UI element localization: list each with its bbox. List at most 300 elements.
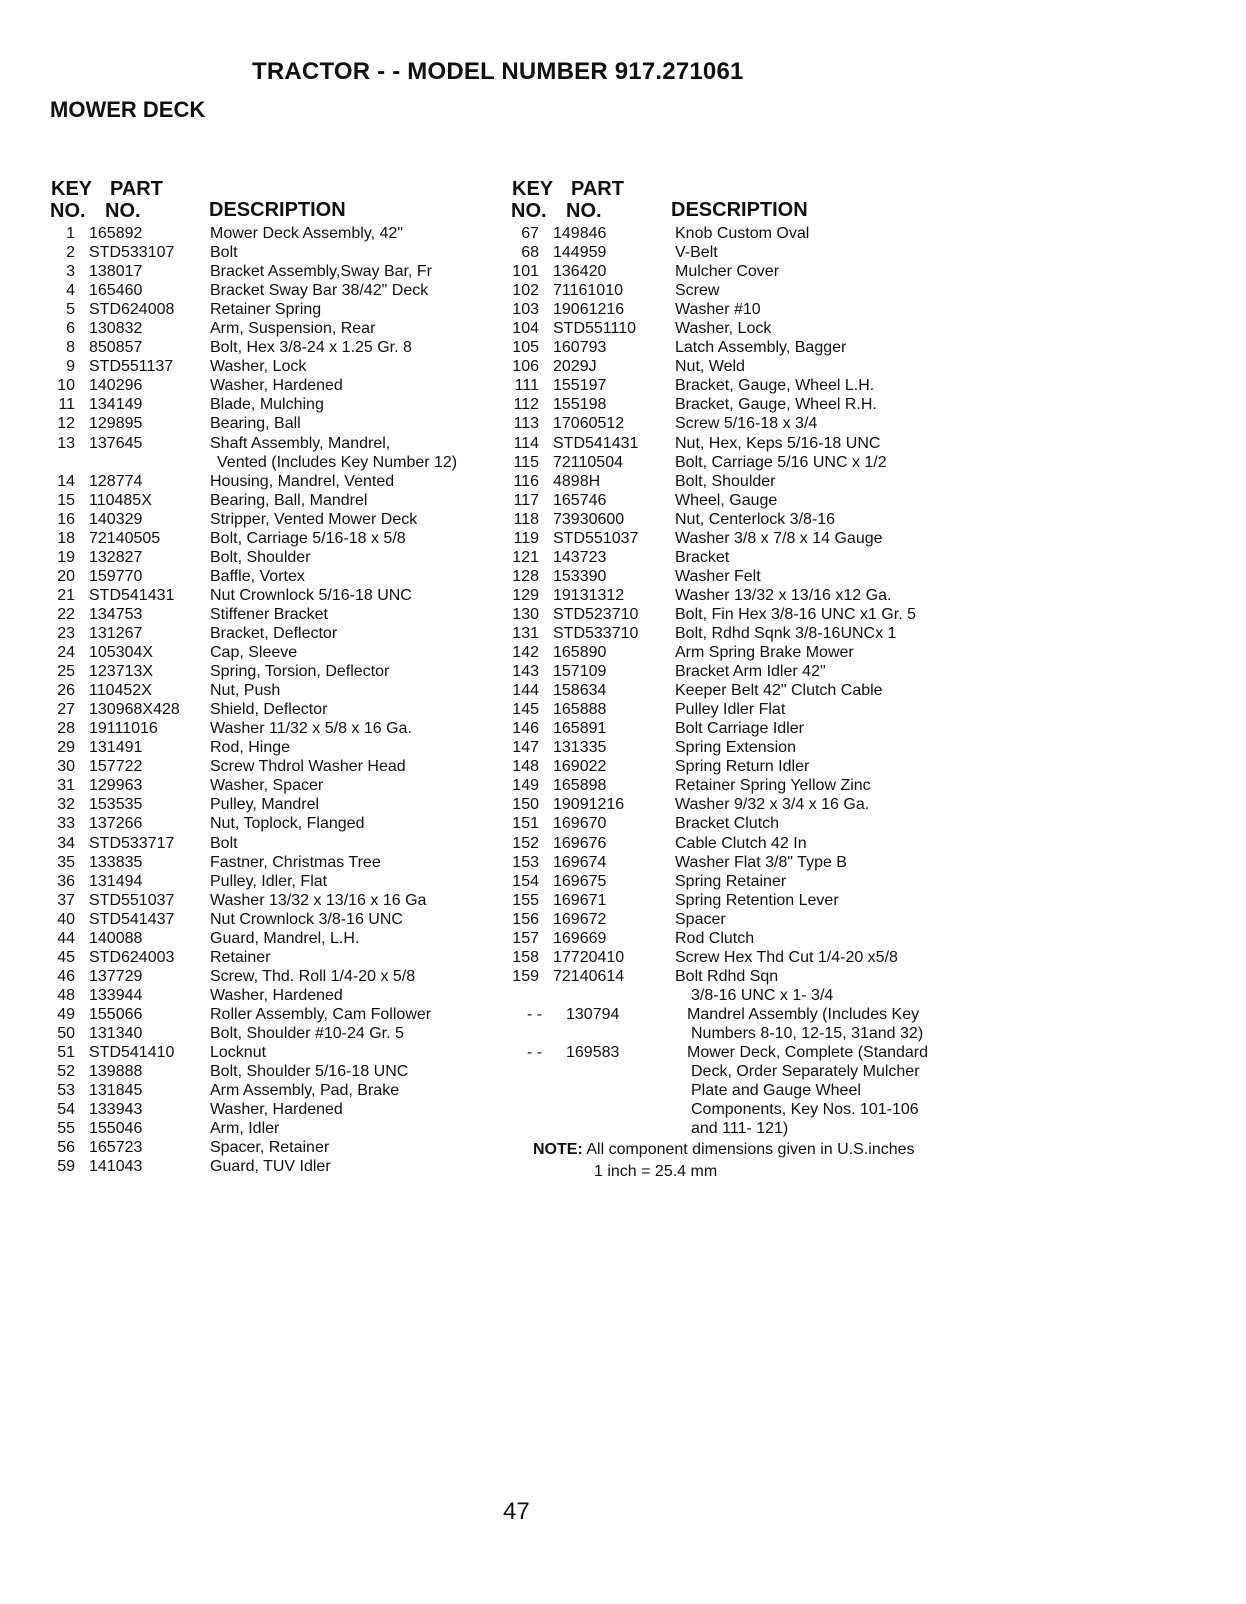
part-number: 850857 — [89, 339, 143, 357]
key-number: 150 — [512, 796, 539, 814]
part-number: 165898 — [553, 777, 607, 795]
table-row — [50, 605, 500, 624]
key-number: 68 — [521, 244, 539, 262]
key-number: 16 — [57, 510, 75, 528]
part-description: Shield, Deflector — [210, 701, 328, 719]
key-number: 158 — [512, 948, 539, 966]
key-number: 26 — [57, 682, 75, 700]
table-row — [50, 948, 500, 967]
part-description: Locknut — [210, 1044, 267, 1062]
part-number: 153390 — [553, 567, 607, 585]
part-number: STD551137 — [89, 358, 174, 376]
part-number: 143723 — [553, 548, 607, 566]
part-description: Vented (Includes Key Number 12) — [217, 453, 458, 471]
table-row — [50, 795, 500, 814]
part-description: Cable Clutch 42 In — [675, 834, 807, 852]
table-row — [50, 1119, 500, 1138]
part-number: 165460 — [89, 282, 143, 300]
part-description: Wheel, Gauge — [675, 491, 778, 509]
part-number: 169674 — [553, 853, 607, 871]
part-description: Bolt, Hex 3/8-24 x 1.25 Gr. 8 — [210, 339, 412, 357]
part-number: 169669 — [553, 929, 607, 947]
part-description: Screw — [675, 282, 720, 300]
key-number: 15 — [57, 491, 75, 509]
part-number: 133943 — [89, 1101, 143, 1119]
table-row-continuation — [511, 1062, 951, 1081]
key-number: 18 — [57, 529, 75, 547]
part-number: STD624008 — [89, 301, 175, 319]
key-number: 56 — [57, 1139, 75, 1157]
part-number: 72140505 — [89, 529, 161, 547]
key-number: 114 — [513, 434, 539, 452]
part-description: Bolt — [210, 834, 238, 852]
key-number: 21 — [57, 586, 75, 604]
table-row — [511, 681, 951, 700]
table-row — [50, 986, 500, 1005]
table-row-continuation — [511, 1081, 951, 1100]
part-description: Washer, Lock — [675, 320, 772, 338]
part-description: Spacer — [675, 910, 726, 928]
part-description: Nut, Push — [210, 682, 281, 700]
table-row — [50, 548, 500, 567]
key-number: 1 — [66, 225, 75, 242]
part-description: Bolt — [210, 244, 238, 262]
table-row — [50, 776, 500, 795]
table-row — [511, 929, 951, 948]
key-number: 155 — [512, 891, 539, 909]
table-row — [50, 719, 500, 738]
part-description: Roller Assembly, Cam Follower — [210, 1005, 432, 1023]
part-number: 155198 — [553, 396, 607, 414]
part-description: Nut, Weld — [675, 358, 745, 376]
part-number: 129963 — [89, 777, 143, 795]
part-description: Numbers 8-10, 12-15, 31and 32) — [691, 1024, 924, 1042]
key-header-line2: NO. — [511, 200, 547, 222]
part-number: 169675 — [553, 872, 607, 890]
key-number: 159 — [512, 967, 539, 985]
table-row — [511, 757, 951, 776]
key-number: 46 — [57, 967, 75, 985]
part-description: Screw Thdrol Washer Head — [210, 758, 406, 776]
key-number: 22 — [57, 605, 75, 623]
table-row — [50, 1024, 500, 1043]
part-description: Spring Return Idler — [675, 758, 810, 776]
table-row — [50, 357, 500, 376]
key-number: 4 — [66, 282, 75, 300]
part-description: Washer 3/8 x 7/8 x 14 Gauge — [675, 529, 883, 547]
table-row — [511, 834, 951, 853]
key-number: 118 — [513, 510, 539, 528]
table-header — [50, 178, 500, 224]
section-heading: MOWER DECK — [50, 97, 206, 122]
part-description: V-Belt — [675, 244, 718, 262]
table-row-continuation — [50, 453, 500, 472]
part-number: 139888 — [89, 1063, 143, 1081]
key-number: 51 — [57, 1044, 75, 1062]
table-row — [50, 319, 500, 338]
part-number: 17060512 — [553, 415, 625, 433]
part-number: 72110504 — [553, 453, 623, 471]
table-row — [511, 1043, 951, 1062]
part-number: STD624003 — [89, 948, 175, 966]
part-description: Bolt, Shoulder — [210, 548, 311, 566]
key-number: 3 — [66, 263, 75, 281]
part-description: Arm Spring Brake Mower — [675, 644, 854, 662]
key-number: 149 — [512, 777, 539, 795]
table-row — [50, 1157, 500, 1176]
part-number: 149846 — [553, 225, 607, 242]
part-number: 134149 — [89, 396, 143, 414]
part-number: 157722 — [89, 758, 143, 776]
key-header-line1: KEY — [512, 178, 554, 200]
key-number: 19 — [57, 548, 75, 566]
description-header: DESCRIPTION — [209, 199, 346, 221]
description-header: DESCRIPTION — [671, 199, 808, 221]
table-row — [511, 605, 951, 624]
key-number: 115 — [513, 453, 539, 471]
key-header-line1: KEY — [51, 178, 93, 200]
key-number: 25 — [57, 663, 75, 681]
part-description: Baffle, Vortex — [210, 567, 305, 585]
part-description: Screw, Thd. Roll 1/4-20 x 5/8 — [210, 967, 416, 985]
table-row — [511, 224, 951, 243]
key-number: 129 — [512, 586, 539, 604]
part-description: Fastner, Christmas Tree — [210, 853, 381, 871]
key-number: 117 — [513, 491, 539, 509]
part-number: 140088 — [89, 929, 143, 947]
part-description: Bolt, Fin Hex 3/8-16 UNC x1 Gr. 5 — [675, 605, 916, 623]
table-row — [50, 300, 500, 319]
key-number: 144 — [512, 682, 539, 700]
table-row — [50, 529, 500, 548]
key-number: 53 — [57, 1082, 75, 1100]
part-number: STD551037 — [553, 529, 639, 547]
part-number: 144959 — [553, 244, 607, 262]
part-header-line1: PART — [110, 178, 163, 200]
key-number: 105 — [512, 339, 539, 357]
part-description: Washer Flat 3/8" Type B — [675, 853, 847, 871]
key-number: 143 — [512, 663, 539, 681]
part-number: 157109 — [553, 663, 607, 681]
part-number: 110452X — [89, 682, 152, 700]
table-row — [50, 700, 500, 719]
key-number: 40 — [57, 910, 75, 928]
part-description: Bolt, Rdhd Sqnk 3/8-16UNCx 1 — [675, 624, 897, 642]
part-description: Stripper, Vented Mower Deck — [210, 510, 418, 528]
part-description: Spring Extension — [675, 739, 796, 757]
part-description: Retainer — [210, 948, 271, 966]
part-number: STD551110 — [553, 320, 637, 338]
key-number: 48 — [57, 986, 75, 1004]
part-number: 155066 — [89, 1005, 143, 1023]
part-description: Pulley Idler Flat — [675, 701, 786, 719]
part-description: Bolt, Carriage 5/16-18 x 5/8 — [210, 529, 406, 547]
part-number: 158634 — [553, 682, 607, 700]
part-description: Guard, Mandrel, L.H. — [210, 929, 360, 947]
part-number: 110485X — [89, 491, 152, 509]
part-number: STD541431 — [89, 586, 175, 604]
key-number: 8 — [66, 339, 75, 357]
key-number: 116 — [513, 472, 539, 490]
table-row — [50, 243, 500, 262]
part-number: STD533710 — [553, 624, 639, 642]
key-number: 130 — [512, 605, 539, 623]
key-number: 113 — [513, 415, 539, 433]
key-number: 31 — [57, 777, 75, 795]
part-description: Retainer Spring Yellow Zinc — [675, 777, 871, 795]
part-number: 131335 — [553, 739, 607, 757]
key-number: 29 — [57, 739, 75, 757]
table-row — [50, 1138, 500, 1157]
part-number: 71161010 — [553, 282, 623, 300]
part-description: Housing, Mandrel, Vented — [210, 472, 395, 490]
key-number: 119 — [513, 529, 539, 547]
key-number: 59 — [57, 1158, 75, 1176]
part-number: 140329 — [89, 510, 143, 528]
table-row — [50, 1081, 500, 1100]
table-body — [511, 224, 951, 1138]
part-description: Bracket Sway Bar 38/42" Deck — [210, 282, 429, 300]
table-row — [511, 414, 951, 433]
part-description: Spring Retainer — [675, 872, 787, 890]
part-number: 165746 — [553, 491, 607, 509]
part-number: 137729 — [89, 967, 143, 985]
key-header-line2: NO. — [50, 200, 86, 222]
part-description: Bolt, Shoulder #10-24 Gr. 5 — [210, 1024, 404, 1042]
key-number: 104 — [512, 320, 539, 338]
part-number: 165892 — [89, 225, 143, 242]
key-number: - - — [527, 1005, 543, 1023]
table-row — [511, 529, 951, 548]
table-row — [50, 281, 500, 300]
part-number: 123713X — [89, 663, 154, 681]
part-description: Spring Retention Lever — [675, 891, 839, 909]
part-description: Rod Clutch — [675, 929, 755, 947]
key-number: 156 — [512, 910, 539, 928]
key-number: 36 — [57, 872, 75, 890]
part-description: Washer #10 — [675, 301, 761, 319]
table-row — [50, 738, 500, 757]
part-number: 130832 — [89, 320, 143, 338]
table-row — [511, 662, 951, 681]
part-number: 105304X — [89, 644, 154, 662]
part-description: Bolt, Carriage 5/16 UNC x 1/2 — [675, 453, 887, 471]
part-description: Pulley, Idler, Flat — [210, 872, 328, 890]
table-row — [511, 376, 951, 395]
key-number: - - — [527, 1044, 543, 1062]
key-number: 152 — [512, 834, 539, 852]
part-description: Bracket Clutch — [675, 815, 780, 833]
key-number: 54 — [57, 1101, 75, 1119]
key-number: 35 — [57, 853, 75, 871]
part-number: 155197 — [553, 377, 607, 395]
part-number: 136420 — [553, 263, 607, 281]
table-row — [511, 1005, 951, 1024]
part-description: Latch Assembly, Bagger — [675, 339, 847, 357]
key-number: 50 — [57, 1024, 75, 1042]
key-number: 142 — [512, 644, 539, 662]
table-row — [50, 395, 500, 414]
table-row — [50, 662, 500, 681]
key-number: 44 — [57, 929, 75, 947]
part-description: Components, Key Nos. 101-106 — [691, 1101, 919, 1119]
part-number: 19091216 — [553, 796, 625, 814]
part-description: Rod, Hinge — [210, 739, 291, 757]
key-number: 102 — [512, 282, 539, 300]
part-description: Bracket Arm Idler 42" — [675, 663, 826, 681]
part-number: 72140614 — [553, 967, 625, 985]
part-description: Bracket — [675, 548, 730, 566]
table-row — [511, 472, 951, 491]
key-number: 9 — [66, 358, 75, 376]
part-number: STD541437 — [89, 910, 175, 928]
key-number: 67 — [521, 225, 539, 242]
key-number: 33 — [57, 815, 75, 833]
part-number: 133835 — [89, 853, 143, 871]
part-description: Deck, Order Separately Mulcher — [691, 1063, 920, 1081]
part-description: 3/8-16 UNC x 1- 3/4 — [691, 986, 834, 1004]
key-number: 154 — [512, 872, 539, 890]
part-number: 169671 — [553, 891, 607, 909]
part-description: Mower Deck, Complete (Standard — [687, 1044, 928, 1062]
table-row — [50, 814, 500, 833]
part-description: Bolt, Shoulder — [675, 472, 776, 490]
part-description: Nut Crownlock 5/16-18 UNC — [210, 586, 412, 604]
table-row — [511, 643, 951, 662]
part-number: 153535 — [89, 796, 143, 814]
table-row — [511, 338, 951, 357]
key-number: 24 — [57, 644, 75, 662]
page-number: 47 — [503, 1498, 530, 1525]
part-number: 129895 — [89, 415, 143, 433]
table-row — [511, 814, 951, 833]
table-row — [511, 491, 951, 510]
table-row — [511, 395, 951, 414]
part-number: STD523710 — [553, 605, 639, 623]
table-row — [50, 1043, 500, 1062]
part-description: Mower Deck Assembly, 42" — [210, 225, 403, 242]
part-description: Spacer, Retainer — [210, 1139, 330, 1157]
table-row — [50, 834, 500, 853]
part-description: Plate and Gauge Wheel — [691, 1082, 861, 1100]
table-row — [50, 586, 500, 605]
key-number: 153 — [512, 853, 539, 871]
part-number: 128774 — [89, 472, 143, 490]
part-description: Shaft Assembly, Mandrel, — [210, 434, 391, 452]
part-number: 165723 — [89, 1139, 143, 1157]
part-description: Bracket, Gauge, Wheel R.H. — [675, 396, 877, 414]
part-description: Bracket, Gauge, Wheel L.H. — [675, 377, 875, 395]
table-row — [50, 567, 500, 586]
part-number: 132827 — [89, 548, 143, 566]
table-row — [50, 967, 500, 986]
table-row — [511, 510, 951, 529]
key-number: 11 — [58, 396, 75, 414]
key-number: 128 — [512, 567, 539, 585]
key-number: 146 — [512, 720, 539, 738]
part-header-line1: PART — [571, 178, 624, 200]
part-description: Arm Assembly, Pad, Brake — [210, 1082, 400, 1100]
part-description: Washer, Hardened — [210, 377, 343, 395]
part-description: Bearing, Ball — [210, 415, 301, 433]
table-row — [50, 1062, 500, 1081]
table-row — [50, 434, 500, 453]
key-number: 112 — [513, 396, 539, 414]
key-number: 32 — [57, 796, 75, 814]
table-row — [511, 586, 951, 605]
key-number: 52 — [57, 1063, 75, 1081]
part-number: 165891 — [553, 720, 607, 738]
part-number: 137645 — [89, 434, 143, 452]
part-description: Knob Custom Oval — [675, 225, 810, 242]
page-title: TRACTOR - - MODEL NUMBER 917.271061 — [252, 58, 744, 85]
part-description: Bearing, Ball, Mandrel — [210, 491, 368, 509]
key-number: 148 — [512, 758, 539, 776]
part-description: Screw 5/16-18 x 3/4 — [675, 415, 818, 433]
table-row — [511, 453, 951, 472]
key-number: 157 — [512, 929, 539, 947]
table-row — [511, 776, 951, 795]
table-row — [50, 872, 500, 891]
key-number: 121 — [512, 548, 539, 566]
part-number: 140296 — [89, 377, 143, 395]
part-description: Bolt, Shoulder 5/16-18 UNC — [210, 1063, 409, 1081]
part-number: 131491 — [89, 739, 143, 757]
table-row — [511, 300, 951, 319]
part-description: Bolt Carriage Idler — [675, 720, 804, 738]
table-row-continuation — [511, 986, 951, 1005]
part-description: Nut Crownlock 3/8-16 UNC — [210, 910, 403, 928]
part-description: Mandrel Assembly (Includes Key — [687, 1005, 920, 1023]
key-number: 23 — [57, 624, 75, 642]
part-description: Retainer Spring — [210, 301, 322, 319]
table-row — [511, 719, 951, 738]
note-conversion: 1 inch = 25.4 mm — [594, 1163, 718, 1180]
table-row — [50, 853, 500, 872]
dimension-note — [533, 1141, 915, 1159]
part-number: 73930600 — [553, 510, 625, 528]
key-number: 103 — [512, 301, 539, 319]
table-row — [50, 491, 500, 510]
key-number: 10 — [57, 377, 75, 395]
part-description: Washer 13/32 x 13/16 x 16 Ga — [210, 891, 427, 909]
table-row — [50, 757, 500, 776]
part-description: and 111- 121) — [691, 1120, 789, 1138]
part-description: Washer, Hardened — [210, 986, 343, 1004]
table-row — [50, 643, 500, 662]
table-row-continuation — [511, 1119, 951, 1138]
part-number: 169022 — [553, 758, 607, 776]
part-number: STD533107 — [89, 244, 175, 262]
table-row — [511, 281, 951, 300]
table-row — [511, 700, 951, 719]
part-number: 19111016 — [89, 720, 158, 738]
table-row — [50, 224, 500, 243]
part-number: 17720410 — [553, 948, 625, 966]
key-number: 101 — [512, 263, 539, 281]
part-description: Washer Felt — [675, 567, 761, 585]
part-number: 131494 — [89, 872, 143, 890]
part-number: 19061216 — [553, 301, 625, 319]
key-number: 20 — [57, 567, 75, 585]
part-description: Blade, Mulching — [210, 396, 324, 414]
part-number: 131845 — [89, 1082, 143, 1100]
note-label: NOTE: — [533, 1141, 583, 1158]
part-number: 138017 — [89, 263, 143, 281]
table-row — [511, 891, 951, 910]
table-row — [50, 929, 500, 948]
key-number: 2 — [66, 244, 75, 262]
